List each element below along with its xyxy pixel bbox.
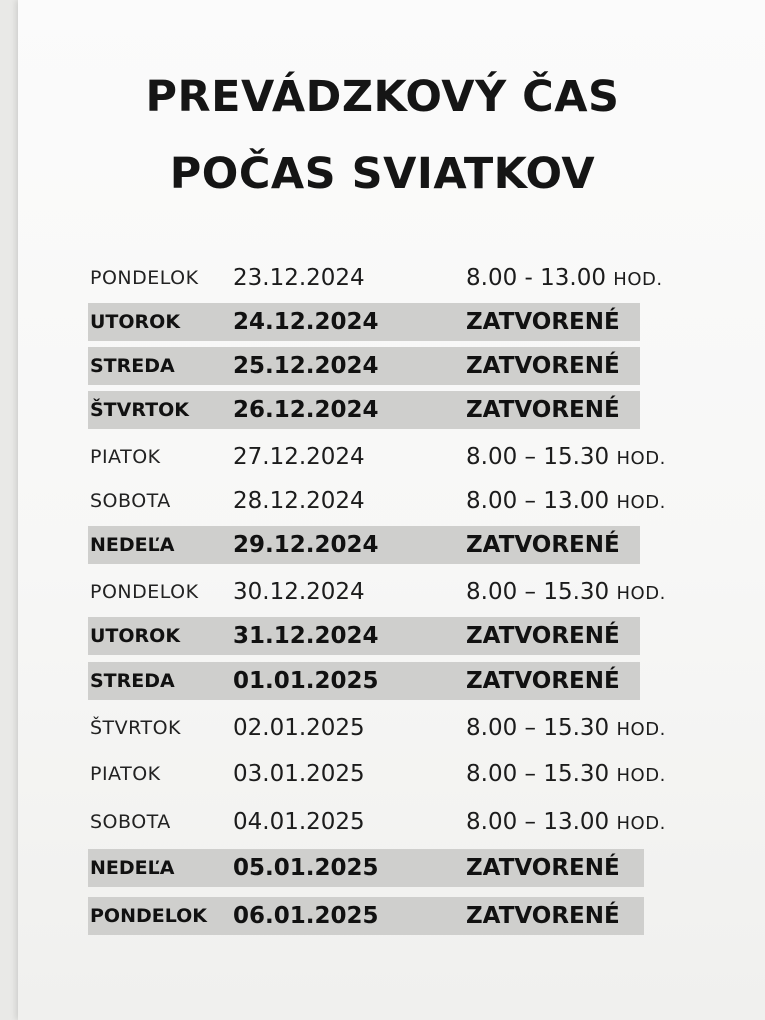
date: 04.01.2025	[233, 809, 365, 835]
opening-hours	[466, 761, 666, 787]
hours-unit: HOD.	[613, 269, 663, 290]
date: 05.01.2025	[233, 855, 379, 881]
closed-status: ZATVORENÉ	[466, 903, 620, 929]
day-name: NEDEĽA	[90, 534, 175, 556]
day-name: UTOROK	[90, 311, 181, 333]
schedule-row	[88, 482, 666, 520]
opening-hours	[466, 809, 666, 835]
day-name: STREDA	[90, 355, 175, 377]
hours-unit: HOD.	[616, 492, 666, 513]
opening-hours	[466, 715, 666, 741]
schedule-row	[88, 259, 663, 297]
closed-status: ZATVORENÉ	[466, 855, 620, 881]
hours-range: 8.00 – 13.00	[466, 488, 610, 514]
date: 31.12.2024	[233, 623, 379, 649]
schedule-row	[88, 803, 666, 841]
closed-status: ZATVORENÉ	[466, 353, 620, 379]
date: 25.12.2024	[233, 353, 379, 379]
date: 01.01.2025	[233, 668, 379, 694]
schedule-row	[88, 709, 666, 747]
hours-range: 8.00 – 15.30	[466, 444, 610, 470]
closed-status: ZATVORENÉ	[466, 623, 620, 649]
opening-hours	[466, 579, 666, 605]
schedule-row-closed	[88, 897, 644, 935]
schedule-row-closed	[88, 303, 640, 341]
date: 03.01.2025	[233, 761, 365, 787]
schedule-row-closed	[88, 662, 640, 700]
hours-range: 8.00 – 15.30	[466, 715, 610, 741]
day-name: PONDELOK	[90, 581, 199, 603]
schedule-row-closed	[88, 391, 640, 429]
day-name: SOBOTA	[90, 811, 171, 833]
date: 23.12.2024	[233, 265, 365, 291]
day-name: PONDELOK	[90, 905, 208, 927]
schedule-row	[88, 573, 666, 611]
schedule-row	[88, 755, 666, 793]
day-name: UTOROK	[90, 625, 181, 647]
day-name: NEDEĽA	[90, 857, 175, 879]
schedule-row-closed	[88, 617, 640, 655]
day-name: PIATOK	[90, 446, 161, 468]
hours-unit: HOD.	[616, 583, 666, 604]
schedule-row-closed	[88, 526, 640, 564]
date: 27.12.2024	[233, 444, 365, 470]
date: 06.01.2025	[233, 903, 379, 929]
date: 29.12.2024	[233, 532, 379, 558]
schedule-row-closed	[88, 347, 640, 385]
date: 24.12.2024	[233, 309, 379, 335]
closed-status: ZATVORENÉ	[466, 309, 620, 335]
hours-unit: HOD.	[616, 813, 666, 834]
hours-unit: HOD.	[616, 719, 666, 740]
opening-hours	[466, 488, 666, 514]
date: 26.12.2024	[233, 397, 379, 423]
closed-status: ZATVORENÉ	[466, 532, 620, 558]
hours-unit: HOD.	[616, 448, 666, 469]
date: 30.12.2024	[233, 579, 365, 605]
day-name: PIATOK	[90, 763, 161, 785]
date: 28.12.2024	[233, 488, 365, 514]
schedule-row-closed	[88, 849, 644, 887]
hours-range: 8.00 - 13.00	[466, 265, 606, 291]
opening-hours	[466, 265, 663, 291]
title-line-1: PREVÁDZKOVÝ ČAS	[145, 72, 620, 122]
closed-status: ZATVORENÉ	[466, 397, 620, 423]
day-name: SOBOTA	[90, 490, 171, 512]
closed-status: ZATVORENÉ	[466, 668, 620, 694]
schedule-row	[88, 438, 666, 476]
day-name: ŠTVRTOK	[90, 399, 189, 421]
hours-unit: HOD.	[616, 765, 666, 786]
day-name: ŠTVRTOK	[90, 717, 182, 739]
day-name: PONDELOK	[90, 267, 199, 289]
day-name: STREDA	[90, 670, 175, 692]
hours-range: 8.00 – 15.30	[466, 579, 610, 605]
date: 02.01.2025	[233, 715, 365, 741]
hours-range: 8.00 – 13.00	[466, 809, 610, 835]
opening-hours	[466, 444, 666, 470]
hours-range: 8.00 – 15.30	[466, 761, 610, 787]
title-line-2: POČAS SVIATKOV	[169, 149, 596, 199]
